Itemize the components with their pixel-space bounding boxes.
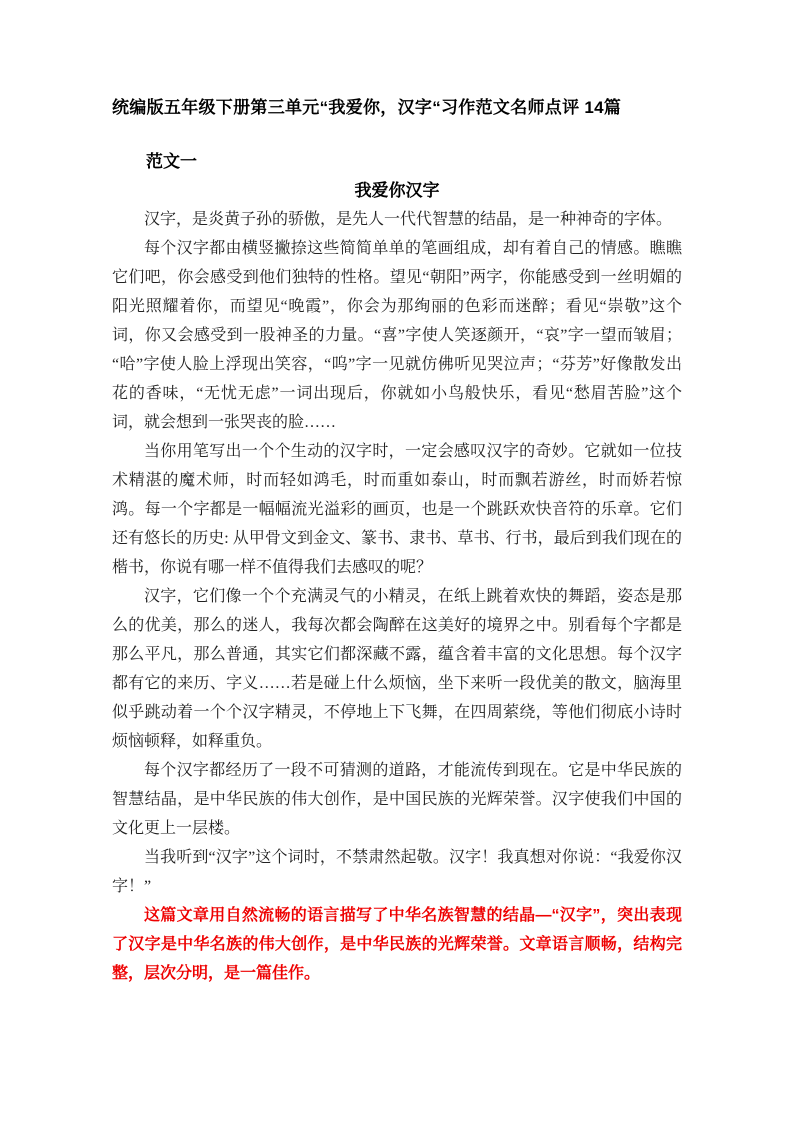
essay-paragraph-1: 汉字，是炎黄子孙的骄傲，是先人一代代智慧的结晶，是一种神奇的字体。 (144, 211, 673, 228)
document-title: 统编版五年级下册第三单元“我爱你，汉字“习作范文名师点评 14篇 (112, 98, 622, 117)
teacher-comment: 这篇文章用自然流畅的语言描写了中华名族智慧的结晶—“汉字”，突出表现了汉字是中华名族的伟大创作，是中华民族的光辉荣誉。文章语言顺畅，结构完整，层次分明，是一篇佳作。 (112, 907, 682, 982)
essay-paragraph-4: 汉字，它们像一个个充满灵气的小精灵，在纸上跳着欢快的舞蹈，姿态是那么的优美，那么的迷人，我每次都会陶醉在这美好的境界之中。别看每个字都是那么平凡，那么普通，其实它们都深藏不露，蕴含着丰富的文化思想。每个汉字都有它的来历、字义……若是碰上什么烦恼，坐下来听一段优美的散文，脑海里似乎跳动着一个个汉字精灵，不停地上下飞舞，在四周萦绕，等他们彻底小诗时烦恼顿释，如释重负。 (112, 588, 682, 750)
document-content (112, 96, 682, 988)
essay-title: 我爱你汉字 (354, 181, 440, 200)
essay-paragraph-3: 当你用笔写出一个个生动的汉字时，一定会感叹汉字的奇妙。它就如一位技术精湛的魔术师，时而轻如鸿毛，时而重如泰山，时而飘若游丝，时而娇若惊鸿。每一个字都是一幅幅流光溢彩的画页，也是一个跳跃欢快音符的乐章。它们还有悠长的历史: 从甲骨文到金文、篆书、隶书、草书、行书，最后到我们现在的楷书，你说有哪一样不值得我们去感叹的呢？ (112, 443, 682, 576)
essay-paragraph-5: 每个汉字都经历了一段不可猜测的道路，才能流传到现在。它是中华民族的智慧结晶，是中华民族的伟大创作，是中国民族的光辉荣誉。汉字使我们中国的文化更上一层楼。 (112, 762, 682, 837)
section-heading-fanwen-1: 范文一 (146, 152, 197, 171)
essay-paragraph-6: 当我听到“汉字”这个词时，不禁肃然起敬。汉字！我真想对你说：“我爱你汉字！” (112, 849, 682, 895)
essay-paragraph-2: 每个汉字都由横竖撇捺这些简简单单的笔画组成，却有着自己的情感。瞧瞧它们吧，你会感受到他们独特的性格。望见“朝阳”两字，你能感受到一丝明媚的阳光照耀着你，而望见“晚霞”，你会为那绚丽的色彩而迷醉；看见“崇敬”这个词，你又会感受到一股神圣的力量。“喜”字使人笑逐颜开，“哀”字一望而皱眉；“哈”字使人脸上浮现出笑容，“呜”字一见就仿佛听见哭泣声；“芬芳”好像散发出花的香味，“无忧无虑”一词出现后，你就如小鸟般快乐，看见“愁眉苦脸”这个词，就会想到一张哭丧的脸…… (112, 240, 682, 431)
